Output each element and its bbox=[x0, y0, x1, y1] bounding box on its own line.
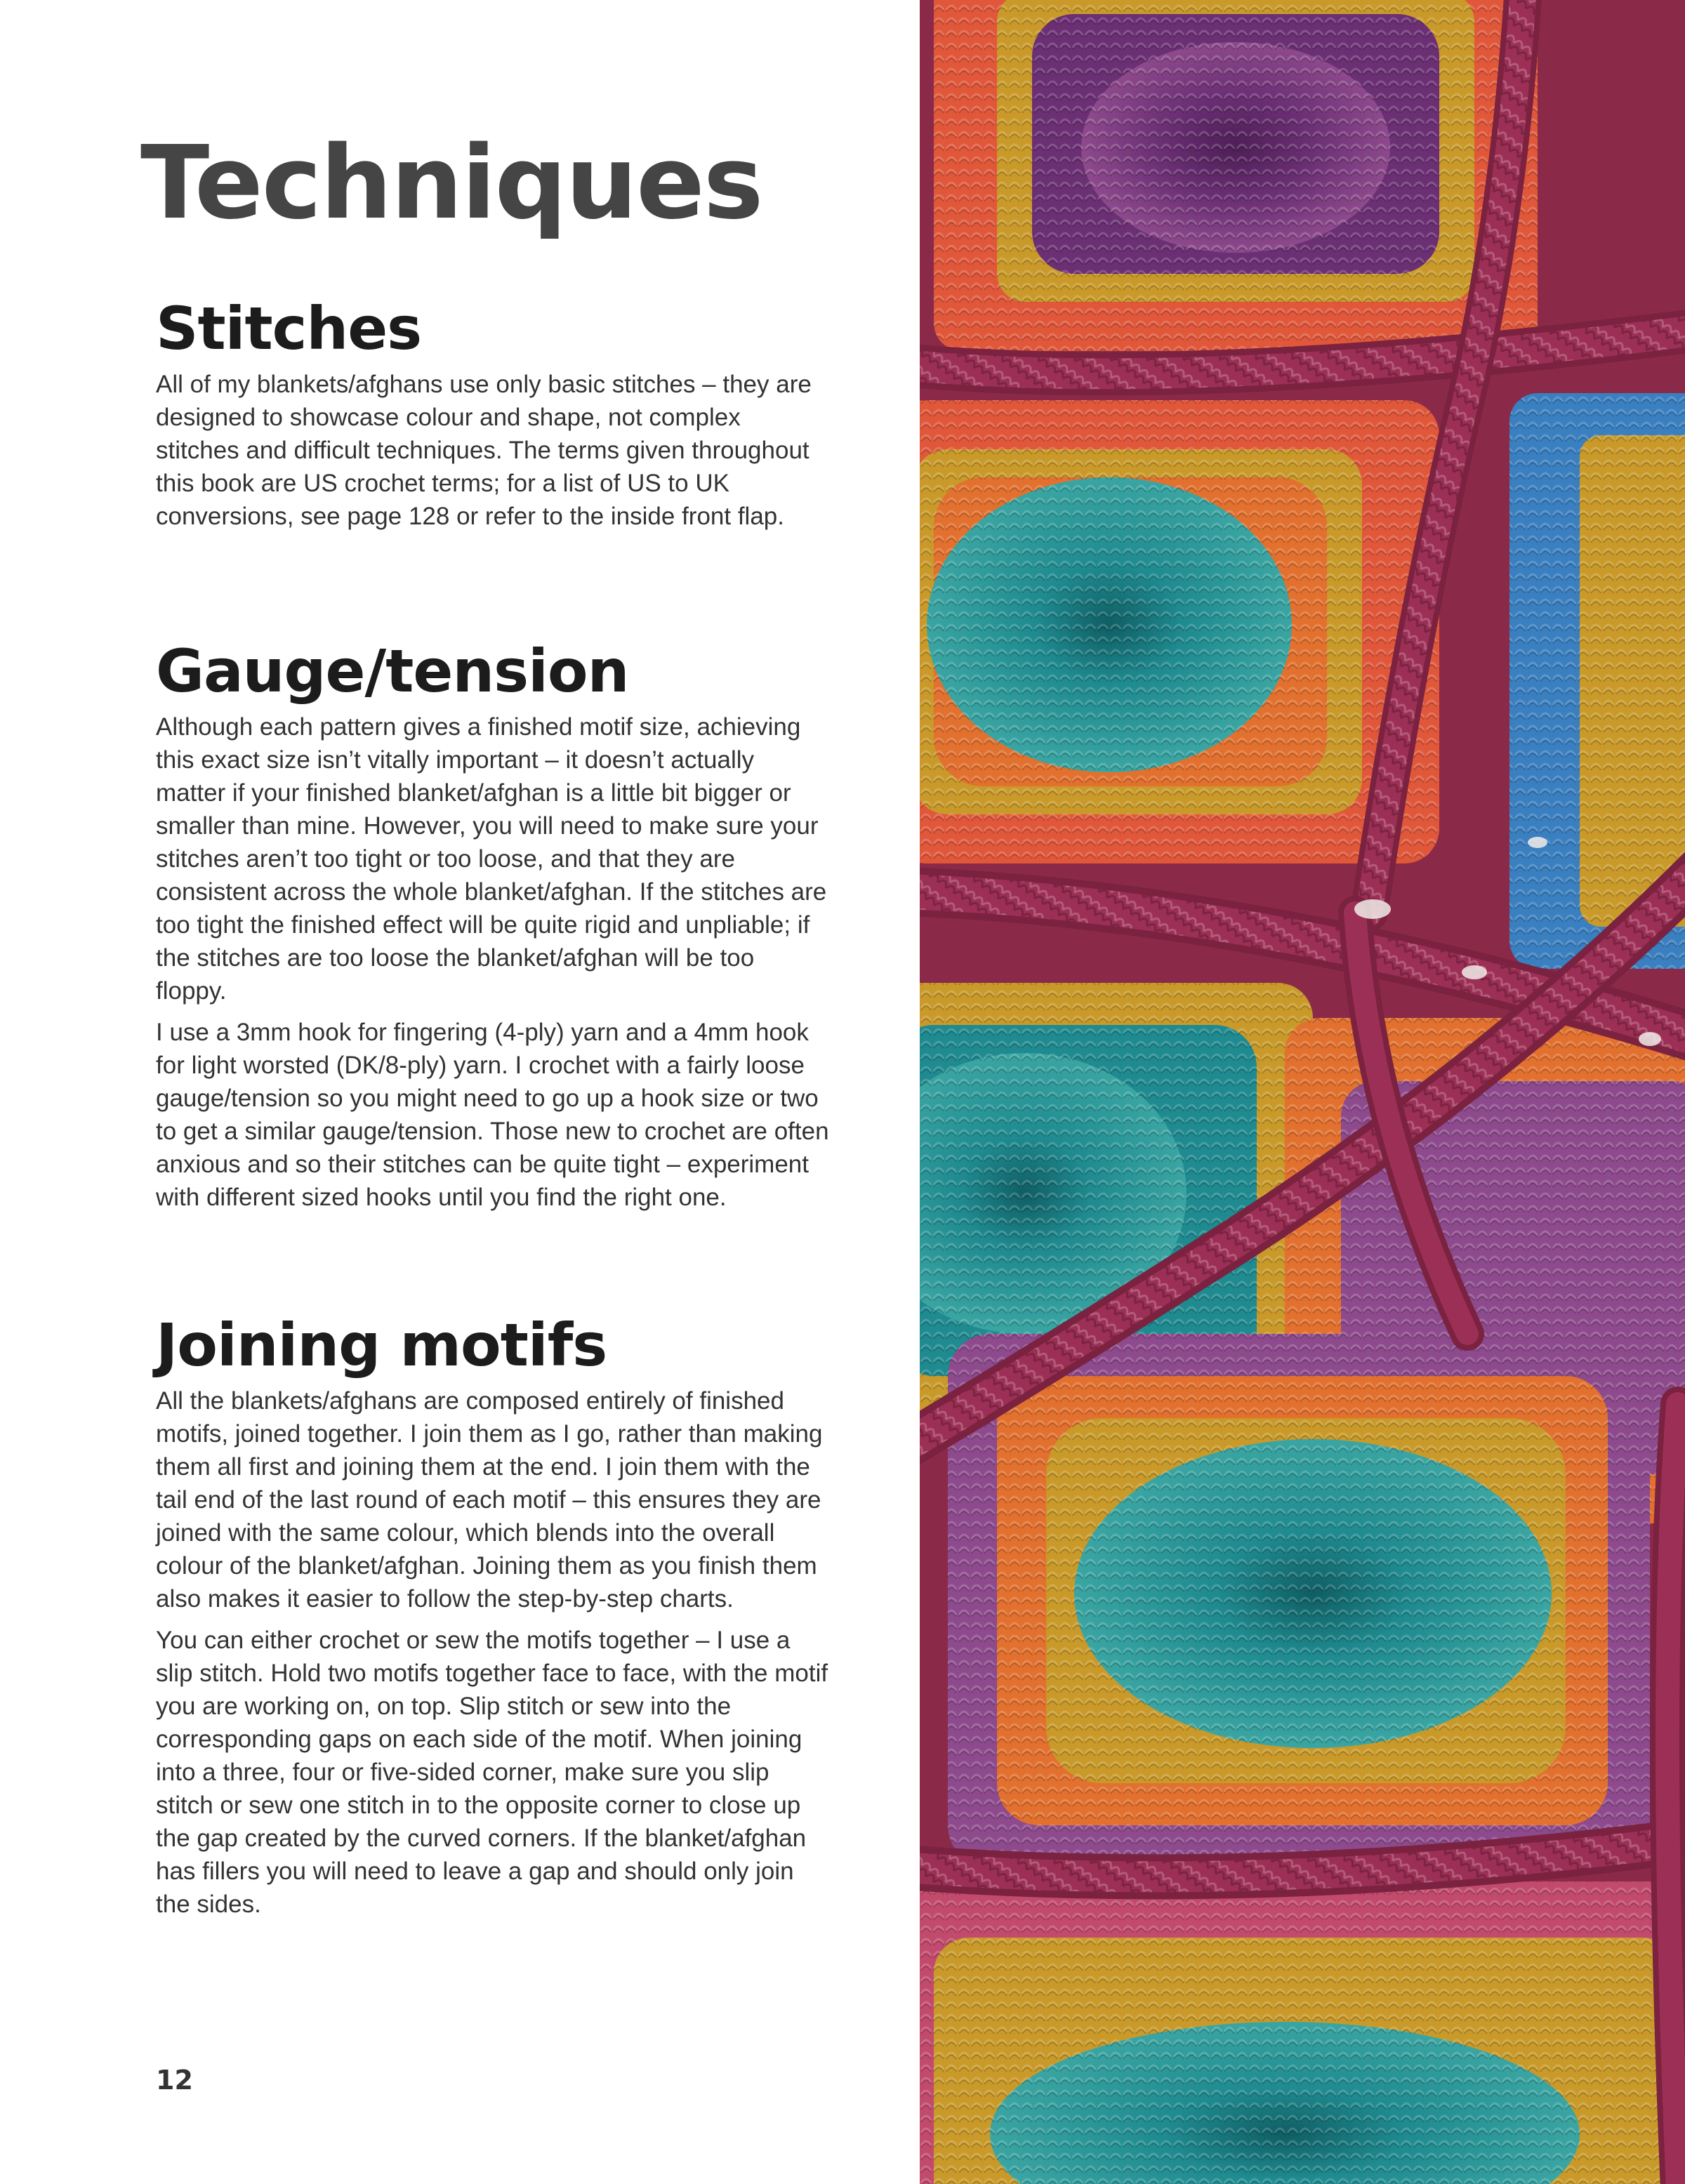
page-title: Techniques bbox=[140, 124, 762, 241]
paragraph: All the blankets/afghans are composed entirely of finished motifs, joined together. I join them as I go, rather than making them all first and joining them at the end. I join them with the tail end of the last round of each motif – this ensures they are joined with the same colour, which blends into the overall colour of the blanket/afghan. Joining them as you finish them also makes it easier to follow the step-by-step charts. bbox=[156, 1387, 823, 1613]
section-gauge-tension bbox=[156, 637, 830, 1222]
section-joining-motifs bbox=[156, 1311, 830, 1929]
page-number: 12 bbox=[156, 2065, 193, 2096]
motif-teal-lower bbox=[948, 1334, 1650, 1867]
section-heading: Stitches bbox=[156, 294, 422, 363]
paragraph: You can either crochet or sew the motifs together – I use a slip stitch. Hold two motifs together face to face, with the motif you are working on, on top. Slip stitch or sew into the corresponding gaps on each side of the motif. When joining into a three, four or five-sided corner, make sure you slip stitch or sew one stitch in to the opposite corner to close up the gap created by the curved corners. If the blanket/afghan has fillers you will need to leave a gap and should only join the sides. bbox=[156, 1627, 828, 1918]
paragraph: I use a 3mm hook for fingering (4-ply) yarn and a 4mm hook for light worsted (DK/8-ply) yarn. I crochet with a fairly loose gauge/tension so you might need to go up a hook size or two to get a similar gauge/tension. Those new to crochet are often anxious and so their stitches can be quite tight – experiment with different sized hooks until you find the right one. bbox=[156, 1019, 829, 1211]
crochet-blanket-photo bbox=[920, 0, 1685, 2184]
crochet-illustration bbox=[920, 0, 1685, 2184]
paragraph: All of my blankets/afghans use only basic stitches – they are designed to showcase colour and shape, not complex stitches and difficult techniques. The terms given throughout this book are US crochet terms; for a list of US to UK conversions, see page 128 or refer to the inside front flap. bbox=[156, 371, 812, 530]
motif-teal-upper bbox=[920, 400, 1439, 863]
section-heading: Joining motifs bbox=[156, 1311, 607, 1379]
section-heading: Gauge/tension bbox=[156, 637, 629, 706]
paragraph: Although each pattern gives a finished motif size, achieving this exact size isn’t vitally important – it doesn’t actually matter if your finished blanket/afghan is a little bit bigger or smaller than mine. However, you will need to make sure your stitches aren’t too tight or too loose, and that they are consistent across the whole blanket/afghan. If the stitches are too tight the finished effect will be quite rigid and unpliable; if the stitches are too loose the blanket/afghan will be too floppy. bbox=[156, 713, 827, 1005]
section-stitches bbox=[156, 295, 830, 541]
motif-purple-top bbox=[934, 0, 1538, 351]
motif-bottom bbox=[920, 1881, 1685, 2184]
